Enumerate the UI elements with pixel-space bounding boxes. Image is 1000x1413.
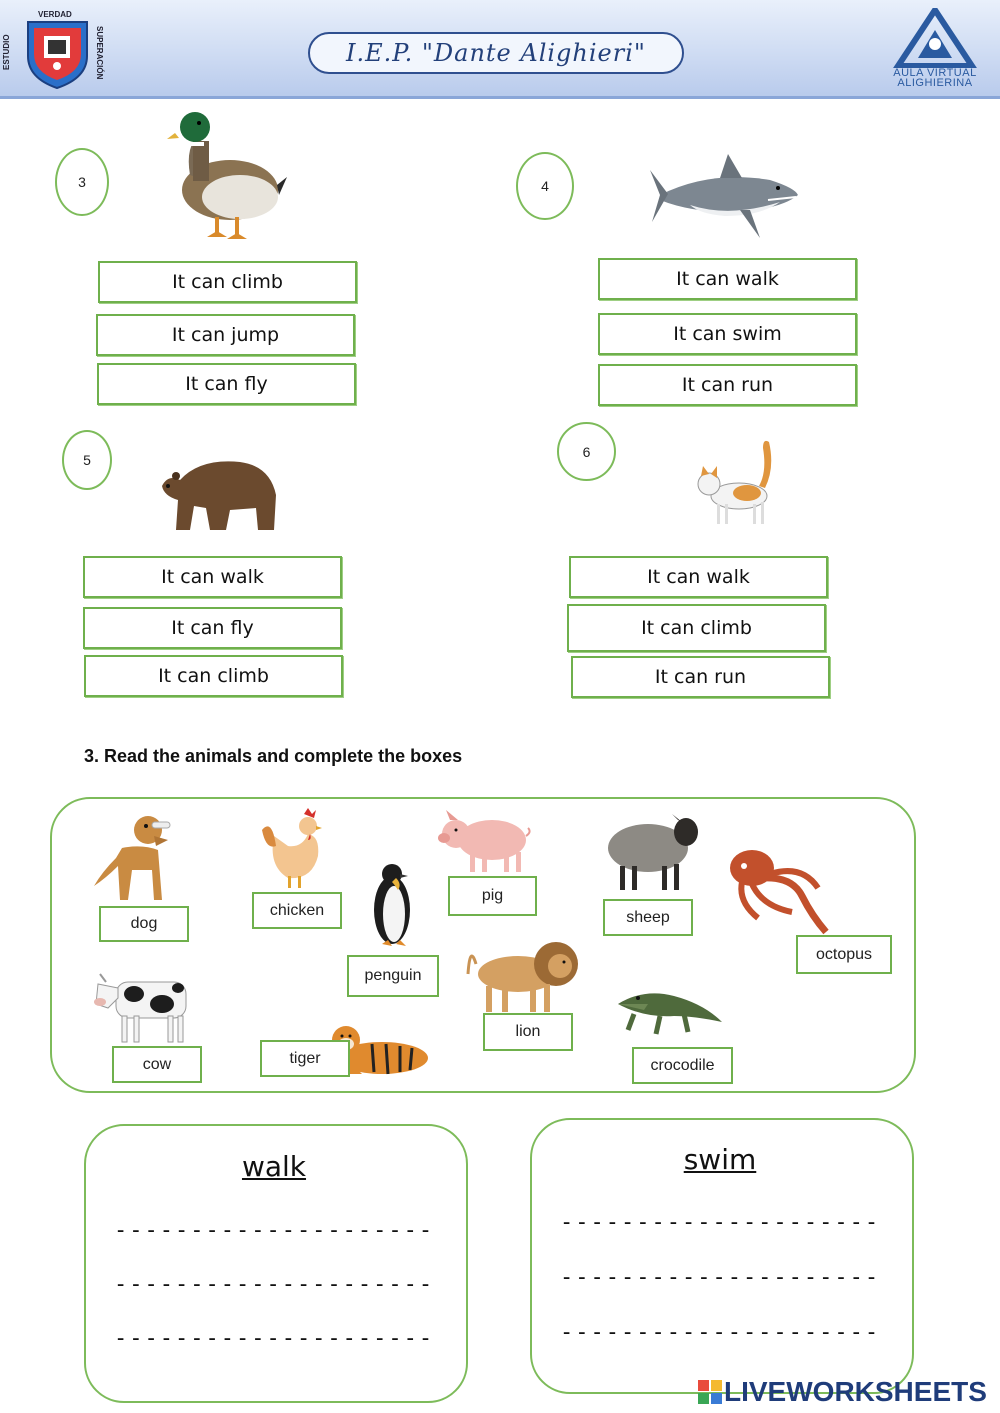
walk-answer-line-3[interactable]: --------------------- (114, 1326, 435, 1351)
section-3-instruction: 3. Read the animals and complete the boxes (84, 746, 463, 766)
swim-answer-line-1[interactable]: --------------------- (560, 1210, 881, 1235)
cow-image (92, 964, 196, 1046)
label-sheep[interactable]: sheep (603, 899, 693, 936)
crocodile-image (614, 974, 724, 1044)
q3-option-2[interactable]: It can jump (96, 314, 355, 356)
sheep-image (600, 810, 704, 894)
q5-option-1[interactable]: It can walk (83, 556, 342, 598)
label-dog[interactable]: dog (99, 906, 189, 942)
question-number-6: 6 (557, 422, 616, 481)
q6-option-3[interactable]: It can run (571, 656, 830, 698)
shark-image (650, 150, 800, 245)
logo-text-right: SUPERACIÓN (95, 26, 104, 80)
label-chicken[interactable]: chicken (252, 892, 342, 929)
question-number-4: 4 (516, 152, 574, 220)
q3-option-3[interactable]: It can fly (97, 363, 356, 405)
q4-option-3[interactable]: It can run (598, 364, 857, 406)
swim-answer-line-3[interactable]: --------------------- (560, 1320, 881, 1345)
logo-text-top: VERDAD (38, 10, 72, 19)
label-pig[interactable]: pig (448, 876, 537, 916)
label-lion[interactable]: lion (483, 1013, 573, 1051)
bear-image (160, 450, 280, 535)
q6-option-1[interactable]: It can walk (569, 556, 828, 598)
aula-line2: ALIGHIERINA (897, 77, 973, 89)
q5-option-2[interactable]: It can fly (83, 607, 342, 649)
octopus-image (722, 846, 830, 936)
aula-virtual-label (872, 68, 998, 88)
chicken-image (258, 806, 324, 890)
liveworksheets-logo-icon (698, 1380, 722, 1404)
lion-image (466, 934, 582, 1014)
label-octopus[interactable]: octopus (796, 935, 892, 974)
label-penguin[interactable]: penguin (347, 955, 439, 997)
walk-title: walk (241, 1150, 307, 1183)
q6-option-2[interactable]: It can climb (567, 604, 826, 652)
walk-answer-line-2[interactable]: --------------------- (114, 1272, 435, 1297)
q4-option-2[interactable]: It can swim (598, 313, 857, 355)
question-number-5: 5 (62, 430, 112, 490)
liveworksheets-brand: LIVEWORKSHEETS (724, 1376, 987, 1407)
dog-image (92, 808, 177, 906)
penguin-image (370, 862, 414, 948)
label-cow[interactable]: cow (112, 1046, 202, 1083)
q5-option-3[interactable]: It can climb (84, 655, 343, 697)
aula-line1: AULA VIRTUAL (893, 67, 977, 79)
q4-option-1[interactable]: It can walk (598, 258, 857, 300)
q3-option-1[interactable]: It can climb (98, 261, 357, 303)
walk-answer-line-1[interactable]: --------------------- (114, 1218, 435, 1243)
duck-image (165, 105, 290, 245)
label-crocodile[interactable]: crocodile (632, 1047, 733, 1084)
aula-virtual-logo (890, 8, 980, 68)
school-title: I.E.P. "Dante Alighieri" (308, 32, 684, 74)
logo-text-left: ESTUDIO (2, 34, 11, 70)
pig-image (436, 806, 532, 876)
swim-title: swim (683, 1143, 757, 1176)
label-tiger[interactable]: tiger (260, 1040, 350, 1077)
swim-answer-line-2[interactable]: --------------------- (560, 1265, 881, 1290)
cat-image (695, 438, 780, 528)
question-number-3: 3 (55, 148, 109, 216)
